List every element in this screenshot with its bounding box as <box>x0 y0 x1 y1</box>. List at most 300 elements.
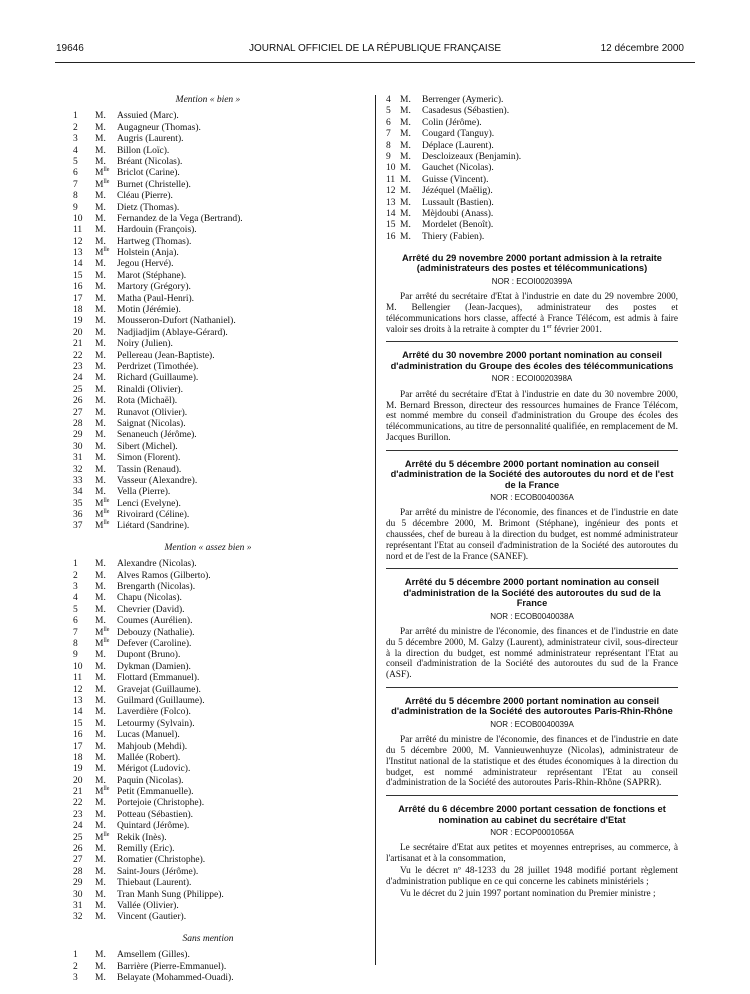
list-sans-mention-continued <box>386 95 678 243</box>
item-civility: M. <box>95 225 106 236</box>
item-name: Mahjoub (Mehdi). <box>117 741 188 752</box>
list-item <box>73 465 363 476</box>
item-number: 28 <box>73 418 83 429</box>
list-item <box>73 362 363 373</box>
item-civility: M. <box>95 441 106 452</box>
list-item <box>386 141 678 152</box>
decrees <box>386 253 678 899</box>
item-number: 26 <box>73 396 83 407</box>
item-number: 7 <box>73 627 78 638</box>
section-separator <box>386 450 678 451</box>
item-civility: M. <box>95 707 106 718</box>
item-name: Rinaldi (Olivier). <box>117 384 183 395</box>
item-civility: M. <box>400 208 411 219</box>
item-civility: M. <box>95 453 106 464</box>
item-civility: M. <box>400 140 411 151</box>
decree-title: Arrêté du 6 décembre 2000 portant cessation de fonctions et nomination au cabinet du secrétaire d'Etat <box>398 804 666 825</box>
item-name: Assuied (Marc). <box>117 111 179 122</box>
item-number: 11 <box>73 673 83 684</box>
list-item <box>73 476 363 487</box>
item-civility: M. <box>95 236 106 247</box>
item-civility: M. <box>95 475 106 486</box>
item-number: 13 <box>73 695 83 706</box>
item-civility: M. <box>95 134 106 145</box>
item-name: Runavot (Olivier). <box>117 407 188 418</box>
decree-paragraph: Par arrêté du ministre de l'économie, des finances et de l'industrie en date du 5 décembre 2000, M. Galzy (Laurent), administrateur civil, sous-directeur à la direction du budget, est nommé administrateur représentant l'Etat au conseil d'administration de la Société des autoroutes du sud de la France (ASF). <box>386 626 678 681</box>
list-item <box>73 867 363 878</box>
item-name: Fernandez de la Vega (Bertrand). <box>117 213 243 224</box>
item-civility: M. <box>95 384 106 395</box>
item-civility: $M^{lle}$ <box>95 178 110 190</box>
list-item <box>73 339 363 350</box>
item-civility: $M^{lle}$ <box>95 508 110 521</box>
item-civility: M. <box>95 718 106 729</box>
item-civility: M. <box>400 95 411 105</box>
item-name: Perdrizet (Timothée). <box>117 362 199 372</box>
item-name: Billon (Loïc). <box>117 145 170 156</box>
list-item <box>73 559 363 570</box>
item-civility: M. <box>95 464 106 475</box>
item-number: 36 <box>73 510 83 521</box>
item-number: 33 <box>73 475 83 486</box>
item-number: 4 <box>386 95 391 105</box>
item-number: 5 <box>73 156 78 167</box>
list-item <box>73 408 363 419</box>
item-name: Alexandre (Nicolas). <box>117 559 197 570</box>
list-item <box>73 662 363 673</box>
list-item <box>386 232 678 243</box>
item-name: Dietz (Thomas). <box>117 202 180 213</box>
item-number: 18 <box>73 752 83 763</box>
item-civility: M. <box>95 396 106 407</box>
list-item <box>73 950 363 961</box>
item-name: Holstein (Anja). <box>117 248 179 259</box>
list-sans-mention <box>73 950 363 984</box>
item-number: 37 <box>73 521 83 532</box>
item-number: 7 <box>386 129 391 140</box>
item-name: Gauchet (Nicolas). <box>422 163 494 174</box>
page-number: 19646 <box>56 43 84 54</box>
decree-section <box>386 804 678 899</box>
item-civility: M. <box>400 151 411 162</box>
item-number: 35 <box>73 498 83 509</box>
item-number: 30 <box>73 889 83 900</box>
item-civility: M. <box>95 809 106 820</box>
decree-nor: NOR : ECOB0040039A <box>490 719 574 729</box>
list-item <box>73 650 363 661</box>
item-name: Hardouin (François). <box>117 225 197 236</box>
item-number: 31 <box>73 900 83 911</box>
item-civility: M. <box>95 866 106 877</box>
item-civility: M. <box>95 145 106 156</box>
list-item <box>73 628 363 639</box>
item-civility: M. <box>95 156 106 167</box>
item-civility: $M^{lle}$ <box>95 497 110 509</box>
decree-section <box>386 459 678 563</box>
list-item <box>73 282 363 293</box>
list-item <box>73 833 363 844</box>
item-civility: M. <box>95 570 106 581</box>
item-number: 13 <box>386 197 396 208</box>
item-number: 17 <box>73 293 83 304</box>
item-name: Tassin (Renaud). <box>117 464 182 475</box>
decree-paragraph: Vu le décret du 2 juin 1997 portant nomination du Premier ministre ; <box>400 888 656 899</box>
item-number: 24 <box>73 373 83 384</box>
item-number: 32 <box>73 464 83 475</box>
list-item <box>73 510 363 521</box>
journal-title: JOURNAL OFFICIEL DE LA RÉPUBLIQUE FRANÇAISE <box>248 43 502 54</box>
list-item <box>386 152 678 163</box>
item-number: 11 <box>73 225 83 236</box>
item-name: Berrenger (Aymeric). <box>422 95 504 105</box>
item-civility: M. <box>95 350 106 361</box>
list-item <box>73 191 363 202</box>
item-number: 8 <box>73 191 78 202</box>
item-number: 14 <box>386 208 396 219</box>
list-item <box>73 605 363 616</box>
item-number: 11 <box>386 174 396 185</box>
list-item <box>73 593 363 604</box>
item-name: Bréant (Nicolas). <box>117 156 183 167</box>
list-item <box>73 890 363 901</box>
item-number: 3 <box>73 972 78 983</box>
right-column <box>386 95 678 899</box>
item-name: Defever (Caroline). <box>117 639 192 649</box>
item-name: Déplace (Laurent). <box>422 140 494 151</box>
item-number: 18 <box>73 305 83 316</box>
list-item <box>73 134 363 145</box>
item-civility: $M^{lle}$ <box>95 167 110 179</box>
item-civility: M. <box>95 339 106 350</box>
item-name: Vasseur (Alexandre). <box>117 475 198 486</box>
item-number: 20 <box>73 327 83 338</box>
item-name: Romatier (Christophe). <box>117 855 206 866</box>
decree-nor: NOR : ECOI0020398A <box>491 374 573 384</box>
list-item <box>73 776 363 787</box>
decree-paragraph: Vu le décret nº 48-1233 du 28 juillet 1948 modifié portant règlement d'administration publique en ce qui concerne les cabinets ministériels ; <box>386 865 678 887</box>
list-item <box>73 616 363 627</box>
decree-paragraph: Par arrêté du ministre de l'économie, des finances et de l'industrie en date du 5 décembre 2000, M. Brimont (Stéphane), ingénieur des ponts et chaussées, chef de bureau à la direction du budget, est nommé administrateur représentant l'Etat au conseil d'administration de la Société des autoroutes du nord et de l'est de la France (SANEF). <box>386 508 678 562</box>
item-civility: M. <box>95 821 106 832</box>
item-number: 27 <box>73 407 83 418</box>
list-item <box>73 499 363 510</box>
item-name: Letourmy (Sylvain). <box>117 718 195 729</box>
list-item <box>73 742 363 753</box>
item-name: Saignat (Nicolas). <box>117 418 186 429</box>
list-item <box>386 163 678 174</box>
list-item <box>73 730 363 741</box>
item-civility: M. <box>95 798 106 809</box>
list-item <box>73 225 363 236</box>
item-number: 14 <box>73 707 83 718</box>
item-civility: M. <box>400 231 411 242</box>
item-name: Cougard (Tanguy). <box>422 129 495 140</box>
list-item <box>73 351 363 362</box>
item-number: 19 <box>73 316 83 327</box>
item-name: Petit (Emmanuelle). <box>117 787 194 798</box>
list-item <box>386 95 678 106</box>
item-civility: M. <box>95 293 106 304</box>
list-item <box>73 582 363 593</box>
item-name: Cléau (Pierre). <box>117 191 173 202</box>
item-number: 32 <box>73 912 83 923</box>
item-number: 16 <box>73 282 83 293</box>
item-civility: M. <box>95 741 106 752</box>
list-item <box>73 696 363 707</box>
item-civility: M. <box>95 889 106 900</box>
list-assez-bien <box>73 559 363 924</box>
item-civility: M. <box>400 220 411 231</box>
item-number: 25 <box>73 384 83 395</box>
item-number: 15 <box>386 220 396 231</box>
list-item <box>73 214 363 225</box>
list-item <box>73 673 363 684</box>
item-number: 15 <box>73 718 83 729</box>
decree-title: Arrêté du 5 décembre 2000 portant nomination au conseil d'administration de la Société des autoroutes du nord et de l'est de la France <box>390 458 674 490</box>
item-name: Nadjiadjim (Ablaye-Gérard). <box>117 327 228 338</box>
decree-section <box>386 696 678 789</box>
list-item <box>73 685 363 696</box>
list-item <box>73 878 363 889</box>
item-civility: M. <box>95 282 106 293</box>
decree-title: Arrêté du 29 novembre 2000 portant admission à la retraite (administrateurs des postes et télécommunications) <box>402 253 662 274</box>
item-number: 21 <box>73 339 83 350</box>
item-name: Marot (Stéphane). <box>117 270 187 281</box>
item-number: 7 <box>73 179 78 190</box>
item-name: Coumes (Aurélien). <box>117 616 193 627</box>
item-number: 21 <box>73 787 83 798</box>
list-item <box>73 123 363 134</box>
item-civility: $M^{lle}$ <box>95 637 110 649</box>
item-civility: M. <box>400 174 411 185</box>
decree-paragraph: Le secrétaire d'Etat aux petites et moyennes entreprises, au commerce, à l'artisanat et à la consommation, <box>386 843 678 865</box>
decree-section <box>386 253 678 335</box>
decree-nor: NOR : ECOB0040038A <box>490 611 574 621</box>
list-item <box>73 294 363 305</box>
item-number: 22 <box>73 350 83 361</box>
item-civility: M. <box>95 661 106 672</box>
item-number: 10 <box>73 213 83 224</box>
item-civility: M. <box>400 197 411 208</box>
item-name: Noiry (Julien). <box>117 339 173 350</box>
list-item <box>73 753 363 764</box>
item-name: Jézéquel (Maëlig). <box>422 186 493 197</box>
item-name: Thiery (Fabien). <box>422 231 485 242</box>
item-name: Colin (Jérôme). <box>422 117 482 128</box>
list-item <box>73 157 363 168</box>
item-number: 29 <box>73 878 83 889</box>
item-number: 2 <box>73 122 78 133</box>
item-name: Vincent (Gautier). <box>117 912 187 923</box>
list-item <box>73 639 363 650</box>
column-divider <box>375 95 376 965</box>
item-name: Dupont (Bruno). <box>117 650 181 661</box>
item-name: Descloizeaux (Benjamin). <box>422 151 522 162</box>
item-number: 14 <box>73 259 83 270</box>
list-item <box>73 901 363 912</box>
decree-title: Arrêté du 30 novembre 2000 portant nomination au conseil d'administration du Groupe des écoles des télécommunications <box>390 350 674 371</box>
item-civility: M. <box>95 582 106 593</box>
item-civility: M. <box>95 878 106 889</box>
mention-assez-bien-heading: Mention « assez bien » <box>164 542 252 553</box>
item-number: 4 <box>73 593 78 604</box>
item-civility: M. <box>95 430 106 441</box>
item-number: 6 <box>73 168 78 179</box>
item-name: Mérigot (Ludovic). <box>117 764 191 775</box>
item-number: 24 <box>73 821 83 832</box>
item-name: Barrière (Pierre-Emmanuel). <box>117 961 227 972</box>
item-civility: $M^{lle}$ <box>95 831 110 843</box>
list-item <box>73 373 363 384</box>
item-number: 16 <box>386 231 396 242</box>
list-item <box>73 328 363 339</box>
item-civility: M. <box>95 695 106 706</box>
list-item <box>73 787 363 798</box>
item-number: 28 <box>73 866 83 877</box>
item-name: Chapu (Nicolas). <box>117 593 182 604</box>
item-civility: M. <box>95 373 106 384</box>
item-name: Quintard (Jérôme). <box>117 821 190 832</box>
list-item <box>386 220 678 231</box>
list-item <box>386 186 678 197</box>
item-civility: M. <box>95 684 106 695</box>
list-item <box>73 111 363 122</box>
item-name: Remilly (Eric). <box>117 844 175 855</box>
item-civility: M. <box>95 111 106 122</box>
decree-section <box>386 577 678 681</box>
item-name: Saint-Jours (Jérôme). <box>117 866 199 877</box>
item-civility: M. <box>400 186 411 197</box>
item-name: Brengarth (Nicolas). <box>117 582 196 593</box>
list-item <box>73 855 363 866</box>
list-item <box>73 248 363 259</box>
item-number: 1 <box>73 111 78 122</box>
item-number: 2 <box>73 570 78 581</box>
item-number: 12 <box>73 684 83 695</box>
decree-title: Arrêté du 5 décembre 2000 portant nomination au conseil d'administration de la Société des autoroutes du sud de la France <box>403 577 661 609</box>
item-name: Augagneur (Thomas). <box>117 122 201 133</box>
item-number: 30 <box>73 441 83 452</box>
list-item <box>73 259 363 270</box>
item-number: 10 <box>73 661 83 672</box>
item-name: Hartweg (Thomas). <box>117 236 192 247</box>
list-item <box>73 385 363 396</box>
item-name: Rota (Michaël). <box>117 396 178 407</box>
item-civility: M. <box>95 650 106 661</box>
item-number: 17 <box>73 741 83 752</box>
item-name: Liétard (Sandrine). <box>117 521 190 532</box>
item-civility: M. <box>400 163 411 174</box>
item-number: 9 <box>73 650 78 661</box>
item-name: Lenci (Evelyne). <box>117 498 181 509</box>
decree-title: Arrêté du 5 décembre 2000 portant nomination au conseil d'administration de la Société des autoroutes Paris-Rhin-Rhône <box>391 695 673 717</box>
item-number: 8 <box>73 639 78 649</box>
item-civility: M. <box>95 673 106 684</box>
item-name: Chevrier (David). <box>117 604 185 615</box>
decree-section <box>386 350 678 443</box>
section-separator <box>386 687 678 688</box>
list-item <box>73 203 363 214</box>
item-name: Thiebaut (Laurent). <box>117 878 192 889</box>
item-number: 25 <box>73 832 83 843</box>
item-number: 8 <box>386 140 391 151</box>
item-name: Senaneuch (Jérôme). <box>117 430 197 441</box>
item-number: 26 <box>73 844 83 855</box>
list-item <box>386 209 678 220</box>
item-name: Lucas (Manuel). <box>117 730 180 741</box>
list-item <box>386 118 678 129</box>
issue-date: 12 décembre 2000 <box>600 43 684 54</box>
item-name: Rekik (Inès). <box>117 832 167 843</box>
list-item <box>73 571 363 582</box>
item-name: Vallée (Olivier). <box>117 900 179 911</box>
list-item <box>73 442 363 453</box>
decree-nor: NOR : ECOI0020399A <box>491 276 573 286</box>
list-item <box>73 962 363 973</box>
list-item <box>73 271 363 282</box>
item-name: Augris (Laurent). <box>117 134 184 145</box>
item-number: 5 <box>386 106 391 117</box>
item-name: Dykman (Damien). <box>117 661 191 672</box>
list-item <box>73 487 363 498</box>
item-name: Laverdière (Folco). <box>117 707 191 718</box>
item-name: Potteau (Sébastien). <box>117 809 193 820</box>
item-number: 15 <box>73 270 83 281</box>
item-civility: M. <box>95 764 106 775</box>
mention-bien-heading: Mention « bien » <box>175 95 241 105</box>
item-civility: M. <box>95 122 106 133</box>
item-name: Portejoie (Christophe). <box>117 798 205 809</box>
item-number: 29 <box>73 430 83 441</box>
item-name: Debouzy (Nathalie). <box>117 627 195 638</box>
item-number: 31 <box>73 453 83 464</box>
item-name: Matha (Paul-Henri). <box>117 293 195 304</box>
item-civility: M. <box>95 407 106 418</box>
item-name: Pellereau (Jean-Baptiste). <box>117 350 215 361</box>
item-number: 34 <box>73 487 83 498</box>
item-number: 27 <box>73 855 83 866</box>
decree-paragraph: Par arrêté du secrétaire d'Etat à l'industrie en date du 29 novembre 2000, M. Bellengier (Jean-Jacques), administrateur des postes et télécommunications hors classe, affecté à France Télécom, est admis à faire valoir ses droits à la retraite à compter du 1er février 2001. <box>386 292 678 335</box>
list-item <box>386 198 678 209</box>
item-name: Motin (Jérémie). <box>117 305 181 316</box>
item-civility: M. <box>95 900 106 911</box>
item-civility: M. <box>95 487 106 498</box>
item-civility: M. <box>95 730 106 741</box>
item-name: Belayate (Mohammed-Ouadi). <box>117 972 234 983</box>
item-number: 2 <box>73 961 78 972</box>
list-item <box>73 707 363 718</box>
item-number: 1 <box>73 950 78 961</box>
header-rule <box>55 62 695 63</box>
item-civility: $M^{lle}$ <box>95 785 110 798</box>
item-name: Richard (Guillaume). <box>117 373 199 384</box>
item-civility: M. <box>95 191 106 202</box>
item-name: Mallée (Robert). <box>117 752 181 763</box>
item-civility: M. <box>95 593 106 604</box>
list-item <box>73 798 363 809</box>
section-separator <box>386 341 678 342</box>
item-civility: M. <box>95 213 106 224</box>
item-civility: M. <box>400 129 411 140</box>
item-name: Mousseron-Dufort (Nathaniel). <box>117 316 236 327</box>
item-number: 23 <box>73 809 83 820</box>
item-name: Paquin (Nicolas). <box>117 775 184 786</box>
list-item <box>386 175 678 186</box>
list-bien <box>73 111 363 532</box>
list-item <box>73 453 363 464</box>
item-number: 3 <box>73 134 78 145</box>
decree-paragraph: Par arrêté du ministre de l'économie, des finances et de l'industrie en date du 5 décembre 2000, M. Vannieuwenhuyze (Nicolas), administrateur de l'Institut national de la statistique et des études économiques à la direction du budget, est nommé administrateur représentant l'Etat au conseil d'administration de la Société des autoroutes Paris-Rhin-Rhône (SAPRR). <box>386 735 678 789</box>
